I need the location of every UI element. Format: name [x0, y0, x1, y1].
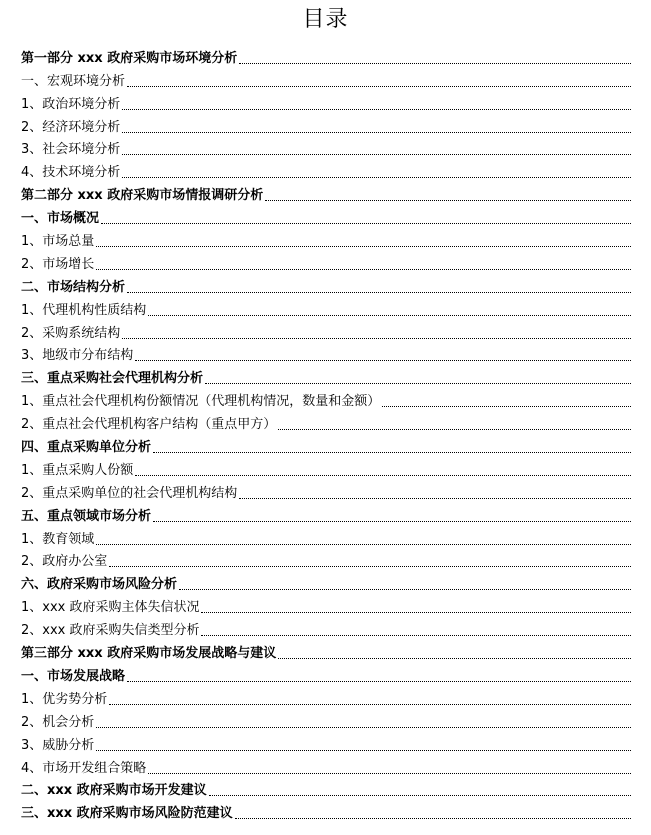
toc-entry-text: 1、优劣势分析 [21, 691, 108, 707]
toc-entry[interactable] [21, 594, 631, 617]
toc-entry-text: 2、机会分析 [21, 714, 95, 730]
toc-dot-leader [153, 452, 631, 453]
toc-entry[interactable] [21, 297, 631, 320]
toc-entry-text: 一、市场发展战略 [21, 668, 126, 684]
toc-entry-text: 2、重点社会代理机构客户结构（重点甲方） [21, 417, 277, 433]
toc-heading-entry[interactable] [21, 45, 631, 68]
toc-dot-leader [239, 498, 631, 499]
toc-dot-leader [96, 269, 631, 270]
toc-entry-text: 一、宏观环境分析 [21, 73, 126, 89]
toc-dot-leader [201, 635, 631, 636]
toc-heading-entry[interactable] [21, 663, 631, 686]
toc-entry-text: 2、xxx 政府采购失信类型分析 [21, 623, 200, 639]
toc-entry[interactable] [21, 228, 631, 251]
toc-dot-leader [135, 475, 631, 476]
toc-heading-entry[interactable] [21, 434, 631, 457]
toc-entry-text: 第一部分 xxx 政府采购市场环境分析 [21, 50, 238, 66]
toc-entry[interactable] [21, 91, 631, 114]
toc-dot-leader [201, 612, 631, 613]
toc-heading-entry[interactable] [21, 182, 631, 205]
toc-entry-text: 2、经济环境分析 [21, 119, 121, 135]
toc-entry-text: 五、重点领域市场分析 [21, 508, 152, 524]
toc-entry[interactable] [21, 709, 631, 732]
toc-entry-text: 2、市场增长 [21, 256, 95, 272]
toc-entry-text: 第三部分 xxx 政府采购市场发展战略与建议 [21, 646, 277, 662]
toc-dot-leader [122, 177, 631, 178]
toc-dot-leader [382, 406, 631, 407]
toc-heading-entry[interactable] [21, 274, 631, 297]
toc-entry[interactable] [21, 159, 631, 182]
toc-entry-text: 4、市场开发组合策略 [21, 760, 147, 776]
toc-heading-entry[interactable] [21, 365, 631, 388]
toc-entry[interactable] [21, 68, 631, 91]
toc-entry-text: 一、市场概况 [21, 211, 100, 227]
toc-entry-text: 1、政治环境分析 [21, 96, 121, 112]
page-title: 目录 [302, 7, 349, 32]
toc-dot-leader [122, 338, 631, 339]
toc-dot-leader [205, 383, 631, 384]
toc-entry-text: 二、市场结构分析 [21, 279, 126, 295]
toc-entry-text: 4、技术环境分析 [21, 165, 121, 181]
toc-entry-text: 三、xxx 政府采购市场风险防范建议 [21, 806, 233, 822]
toc-dot-leader [122, 132, 631, 133]
toc-dot-leader [127, 681, 631, 682]
toc-dot-leader [127, 86, 631, 87]
toc-entry-text: 1、教育领域 [21, 531, 95, 547]
toc-entry-text: 二、xxx 政府采购市场开发建议 [21, 783, 207, 799]
toc-entry[interactable] [21, 320, 631, 343]
toc-dot-leader [153, 521, 631, 522]
toc-heading-entry[interactable] [21, 205, 631, 228]
toc-heading-entry[interactable] [21, 503, 631, 526]
toc-entry-text: 2、采购系统结构 [21, 325, 121, 341]
toc-entry[interactable] [21, 457, 631, 480]
toc-dot-leader [109, 704, 631, 705]
toc-entry-text: 1、重点社会代理机构份额情况（代理机构情况，数量和金额） [21, 394, 381, 410]
toc-heading-entry[interactable] [21, 778, 631, 801]
toc-entry[interactable] [21, 755, 631, 778]
toc-dot-leader [278, 429, 631, 430]
toc-entry-text: 四、重点采购单位分析 [21, 440, 152, 456]
toc-dot-leader [122, 109, 631, 110]
toc-entry[interactable] [21, 343, 631, 366]
toc-dot-leader [127, 292, 631, 293]
toc-entry-text: 2、政府办公室 [21, 554, 108, 570]
toc-dot-leader [278, 658, 631, 659]
toc-entry[interactable] [21, 137, 631, 160]
toc-entry-text: 1、代理机构性质结构 [21, 302, 147, 318]
toc-dot-leader [135, 360, 631, 361]
toc-dot-leader [96, 544, 631, 545]
toc-entry-text: 1、重点采购人份额 [21, 462, 134, 478]
toc-entry[interactable] [21, 732, 631, 755]
toc-dot-leader [96, 727, 631, 728]
toc-heading-entry[interactable] [21, 640, 631, 663]
toc-dot-leader [101, 223, 631, 224]
toc-dot-leader [96, 246, 631, 247]
toc-heading-entry[interactable] [21, 571, 631, 594]
toc-entry-text: 3、地级市分布结构 [21, 348, 134, 364]
toc-dot-leader [235, 818, 631, 819]
toc-entry-text: 1、市场总量 [21, 234, 95, 250]
toc-entry-text: 3、社会环境分析 [21, 142, 121, 158]
toc-dot-leader [148, 315, 631, 316]
toc-dot-leader [179, 589, 631, 590]
toc-entry[interactable] [21, 480, 631, 503]
toc-dot-leader [209, 795, 631, 796]
toc-entry[interactable] [21, 526, 631, 549]
toc-entry[interactable] [21, 617, 631, 640]
toc-entry-text: 1、xxx 政府采购主体失信状况 [21, 600, 200, 616]
toc-dot-leader [109, 566, 631, 567]
toc-dot-leader [96, 750, 631, 751]
toc-dot-leader [122, 154, 631, 155]
toc-entry-text: 3、威胁分析 [21, 737, 95, 753]
toc-entry[interactable] [21, 251, 631, 274]
toc-entry-text: 2、重点采购单位的社会代理机构结构 [21, 485, 238, 501]
toc-heading-entry[interactable] [21, 800, 631, 823]
toc-entry[interactable] [21, 549, 631, 572]
toc-entry[interactable] [21, 114, 631, 137]
toc-entry[interactable] [21, 388, 631, 411]
toc-entry[interactable] [21, 411, 631, 434]
table-of-contents [21, 45, 631, 823]
toc-entry-text: 第二部分 xxx 政府采购市场情报调研分析 [21, 188, 264, 204]
toc-entry-text: 三、重点采购社会代理机构分析 [21, 371, 204, 387]
toc-entry-text: 六、政府采购市场风险分析 [21, 577, 178, 593]
toc-dot-leader [148, 773, 631, 774]
toc-dot-leader [239, 63, 631, 64]
toc-entry[interactable] [21, 686, 631, 709]
toc-dot-leader [265, 200, 631, 201]
